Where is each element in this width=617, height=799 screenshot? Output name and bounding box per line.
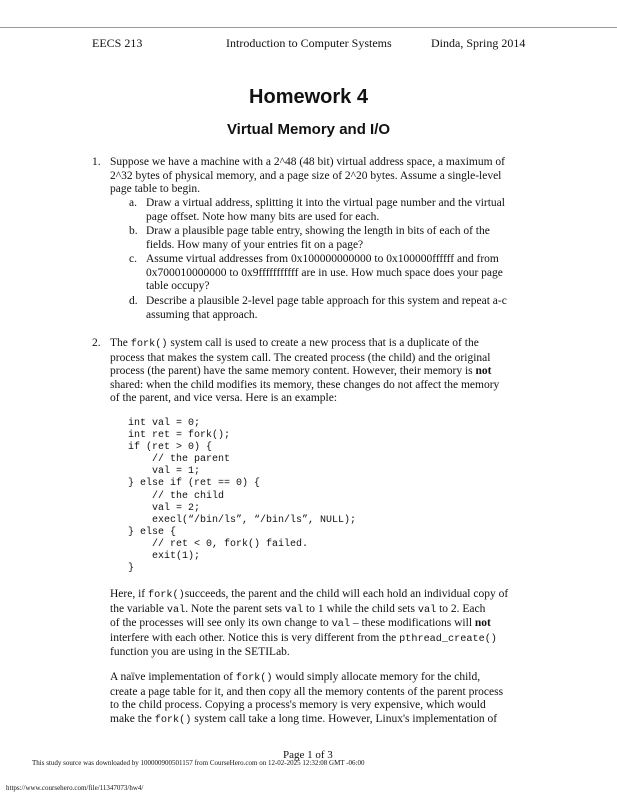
q1c-text (146, 253, 503, 294)
q1a-text (146, 197, 505, 224)
q1-line: 2^32 bytes of physical memory, and a page size of 2^20 bytes. Assume a single-level (110, 169, 502, 182)
q1a-letter: a. (129, 197, 137, 209)
q2-number: 2. (92, 337, 101, 349)
text-run: the variable (110, 602, 167, 615)
download-notice: This study source was downloaded by 100000900501157 from CourseHero.com on 12-02-2025 12:32:08 GMT -06:00 (32, 759, 365, 767)
text-run: make the (110, 712, 155, 725)
course-code: EECS 213 (92, 36, 143, 50)
source-url: https://www.coursehero.com/file/11347073/hw4/ (6, 784, 144, 792)
text-line: function you are using in the SETILab. (110, 646, 290, 659)
code-inline: fork() (130, 339, 168, 350)
q1a-line: Draw a virtual address, splitting it into the virtual page number and the virtual (146, 197, 505, 209)
code-inline: fork() (235, 673, 273, 684)
course-title: Introduction to Computer Systems (226, 36, 392, 50)
q1b-line: fields. How many of your entries fit on a page? (146, 238, 364, 251)
text-run: succeeds, the parent and the child will each hold an individual copy of (184, 588, 509, 600)
text-run: to 2. Each (436, 602, 486, 615)
text-line: process that makes the system call. The created process (the child) and the original (110, 351, 491, 364)
q1c-line: 0x700010000000 to 0x9fffffffffff are in use. How much space does your page (146, 266, 503, 279)
code-inline: fork() (148, 590, 185, 601)
text-run: The (110, 337, 131, 349)
bold-run: not (474, 617, 491, 630)
q1-text (110, 156, 540, 197)
header-rule (0, 27, 617, 28)
code-inline: val (331, 619, 350, 631)
bold-run: not (475, 365, 492, 378)
code-inline: val (417, 604, 437, 616)
text-run: . Note the parent sets (185, 602, 285, 615)
q1b-letter: b. (129, 225, 138, 237)
text-run: Here, if (110, 588, 148, 600)
text-run: would simply allocate memory for the child, (272, 671, 481, 683)
q1c-line: Assume virtual addresses from 0x100000000000 to 0x100000ffffff and from (146, 253, 499, 265)
q2-paragraph-3 (110, 671, 503, 727)
text-line: shared: when the child modifies its memory, these changes do not affect the memory (110, 378, 500, 391)
instructor-term: Dinda, Spring 2014 (431, 36, 526, 50)
text-line: create a page table for it, and then copy all the memory contents of the parent process (110, 685, 504, 698)
q2-intro (110, 337, 499, 406)
page-title: Homework 4 (249, 86, 368, 108)
q1-line: page table to begin. (110, 183, 201, 196)
q2-paragraph-2 (110, 588, 508, 660)
q1d-line: Describe a plausible 2-level page table approach for this system and repeat a-c (146, 295, 507, 307)
q1d-letter: d. (129, 295, 138, 307)
q1-line: Suppose we have a machine with a 2^48 (48 bit) virtual address space, a maximum of (110, 156, 506, 168)
code-inline: val (284, 604, 304, 616)
code-example: int val = 0; int ret = fork(); if (ret > 0) { // the parent val = 1; } else if (ret == 0) { // the child val = 2; execl(“/bin/ls”, “/bin/ls”, NULL); } else { // ret < 0, fork() failed. exit(1); } (128, 418, 357, 575)
text-line: to the child process. Copying a process's memory is very expensive, which would (110, 699, 486, 712)
text-run: – these modifications will (350, 617, 475, 630)
text-run: process (the parent) have the same memory content. However, their memory is (110, 365, 476, 378)
q1-number: 1. (92, 156, 101, 168)
text-run: of the processes will see only its own change to (110, 617, 332, 630)
text-run: system call take a long time. However, Linux's implementation of (191, 712, 498, 725)
text-run: interfere with each other. Notice this is very different from the (110, 631, 400, 644)
q1d-line: assuming that approach. (146, 308, 258, 321)
text-line: of the parent, and vice versa. Here is an example: (110, 392, 338, 405)
q1c-line: table occupy? (146, 280, 210, 293)
text-run: A naïve implementation of (110, 671, 236, 683)
q1d-text (146, 295, 507, 322)
text-run: system call is used to create a new process that is a duplicate of the (167, 337, 479, 349)
q1a-line: page offset. Note how many bits are used for each. (146, 210, 380, 223)
code-inline: pthread_create() (399, 633, 497, 645)
q1b-text (146, 225, 490, 252)
q1c-letter: c. (129, 253, 137, 265)
code-inline: val (166, 604, 186, 616)
code-inline: fork() (154, 714, 192, 726)
page-number: Page 1 of 3 (283, 749, 333, 761)
q1b-line: Draw a plausible page table entry, showing the length in bits of each of the (146, 225, 490, 237)
page-subtitle: Virtual Memory and I/O (226, 121, 391, 138)
text-run: to 1 while the child sets (303, 602, 418, 615)
